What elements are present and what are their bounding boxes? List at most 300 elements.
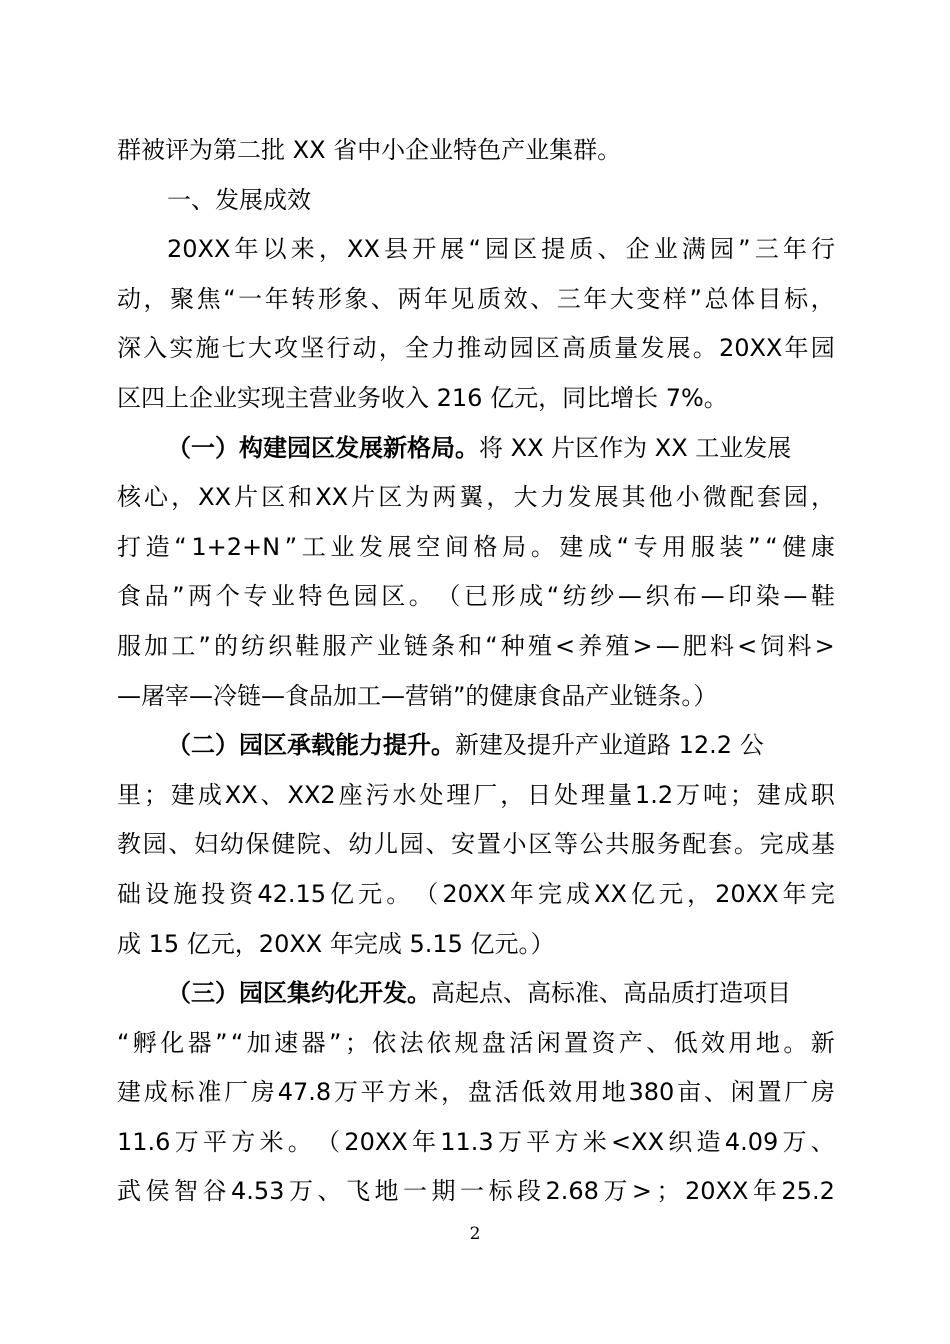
text-fragment: 为 [405, 483, 430, 512]
text-fragment: 1+2+N [191, 532, 281, 561]
text-fragment: 力 [431, 334, 456, 363]
text-fragment: 间 [444, 532, 469, 561]
text-fragment: 造 [696, 1127, 721, 1156]
text-fragment: “ [765, 532, 778, 561]
text-fragment: 总 [704, 284, 729, 313]
text-fragment: XX [347, 235, 380, 264]
paragraph-line [117, 870, 835, 920]
text-fragment: 安 [451, 830, 476, 859]
text-fragment: 闲 [536, 1028, 561, 1057]
text-fragment: 一 [402, 1177, 427, 1206]
text-fragment: 建 [170, 780, 195, 809]
text-fragment: 11.3 [440, 1127, 494, 1156]
text-fragment: ” [172, 582, 185, 611]
text-fragment: 动 [483, 334, 508, 363]
text-fragment: ” [689, 284, 702, 313]
text-fragment: 谷 [202, 1177, 227, 1206]
text-fragment: 力 [540, 483, 565, 512]
text-fragment: 置 [476, 830, 501, 859]
text-fragment: 套 [708, 830, 733, 859]
text-fragment: 新 [810, 1028, 835, 1057]
text-fragment: 务 [656, 830, 681, 859]
text-fragment: 他 [648, 483, 673, 512]
text-fragment: 象 [344, 284, 369, 313]
text-fragment: “ [616, 532, 630, 561]
text-fragment: “ [230, 1028, 244, 1057]
text-fragment: 。 [783, 1028, 808, 1057]
text-fragment: ， [500, 780, 525, 809]
text-fragment: 380 [628, 1078, 675, 1107]
text-fragment: 年 [752, 1177, 777, 1206]
text-fragment: 织 [645, 582, 670, 611]
text-fragment: 展 [440, 235, 465, 264]
paragraph-line [117, 424, 835, 474]
text-fragment: ； [143, 780, 168, 809]
text-fragment: ， [687, 879, 712, 908]
text-fragment: 万 [782, 1127, 807, 1156]
text-fragment: 亿 [330, 879, 355, 908]
text-fragment: 两 [397, 284, 422, 313]
text-fragment: 业 [376, 631, 401, 660]
paragraph-line [117, 820, 835, 870]
text-fragment: ” [215, 1028, 228, 1057]
text-fragment: 印 [728, 582, 753, 611]
text-fragment: 区 [381, 582, 406, 611]
text-fragment: 。 [287, 1127, 312, 1156]
text-fragment: 和 [458, 631, 483, 660]
text-fragment: 园 [399, 830, 424, 859]
text-fragment: ， [378, 334, 403, 363]
paragraph-text: 高起点、高标准、高品质打造项目 [431, 979, 791, 1008]
text-fragment: 依 [427, 1028, 452, 1057]
text-fragment: 低 [521, 1078, 546, 1107]
text-fragment: 日 [527, 780, 552, 809]
text-fragment: 品 [144, 582, 169, 611]
text-fragment: 方 [387, 1078, 412, 1107]
paragraph-line [117, 721, 835, 771]
text-fragment: 造 [145, 532, 170, 561]
text-fragment: 成 [565, 879, 590, 908]
paragraph-line: 区四上企业实现主营业务收入 216 亿元，同比增长 7%。 [117, 383, 728, 412]
text-fragment: ， [486, 483, 511, 512]
text-fragment: 工 [301, 532, 326, 561]
text-fragment: 效 [503, 284, 528, 313]
text-fragment: 饲 [760, 631, 785, 660]
paragraph-line [117, 225, 835, 275]
paragraph-line [117, 473, 835, 523]
text-fragment: 纺 [562, 582, 587, 611]
text-fragment: 纱 [590, 582, 615, 611]
text-fragment: 格 [473, 532, 498, 561]
paragraph-line [117, 969, 835, 1019]
text-fragment: 园 [783, 483, 808, 512]
text-fragment: 20XX [167, 235, 231, 264]
text-fragment: 展 [594, 483, 619, 512]
text-fragment: 儿 [374, 830, 399, 859]
text-fragment: 心 [144, 483, 169, 512]
text-fragment: 孵 [132, 1028, 157, 1057]
text-fragment: 局 [502, 532, 527, 561]
text-fragment: 依 [372, 1028, 397, 1057]
text-fragment: 地 [374, 1177, 399, 1206]
text-fragment: 水 [392, 780, 417, 809]
text-fragment: 行 [326, 334, 351, 363]
text-fragment: 里 [117, 780, 141, 809]
text-fragment: 布 [673, 582, 698, 611]
text-fragment: 闲 [730, 1078, 755, 1107]
text-fragment: 元 [659, 879, 684, 908]
text-fragment: 链 [403, 631, 428, 660]
text-fragment: 、 [646, 1028, 671, 1057]
paragraph-line [117, 1019, 835, 1069]
text-fragment: 亿 [630, 879, 655, 908]
text-fragment: 形 [317, 284, 342, 313]
text-fragment: 健 [271, 830, 296, 859]
text-fragment: 推 [457, 334, 482, 363]
paragraph-line [117, 324, 835, 374]
text-fragment: — [655, 631, 680, 660]
text-fragment: “ [223, 284, 236, 313]
text-fragment: > [814, 631, 835, 660]
text-fragment: 料 [709, 631, 734, 660]
text-fragment: 。 [733, 830, 758, 859]
text-fragment: — [700, 582, 725, 611]
text-fragment: 满 [681, 235, 706, 264]
text-fragment: 康 [810, 532, 835, 561]
text-fragment: 行 [810, 235, 835, 264]
text-fragment: 、 [425, 830, 450, 859]
text-fragment: 标 [488, 1177, 513, 1206]
paragraph-line [117, 1167, 835, 1217]
text-fragment: 智 [174, 1177, 198, 1206]
text-fragment: > [631, 1177, 652, 1206]
text-fragment: XX2 [287, 780, 336, 809]
text-fragment: 个 [215, 582, 240, 611]
text-fragment: 发 [358, 532, 383, 561]
text-fragment: 置 [564, 1028, 589, 1057]
text-fragment: 处 [554, 780, 579, 809]
text-fragment: ” [198, 631, 211, 660]
text-fragment: ， [441, 1078, 466, 1107]
text-fragment: 纺 [241, 631, 266, 660]
text-fragment: — [783, 582, 808, 611]
text-fragment: 见 [450, 284, 475, 313]
text-fragment: ； [729, 780, 754, 809]
text-fragment: 幼 [219, 830, 244, 859]
text-fragment: 成 [785, 830, 810, 859]
text-fragment: 年 [782, 235, 807, 264]
text-fragment: 质 [588, 334, 613, 363]
text-fragment: 配 [729, 483, 754, 512]
text-fragment: 厂 [224, 1078, 249, 1107]
text-fragment: 盘 [467, 1078, 492, 1107]
text-fragment: 效 [701, 1028, 726, 1057]
section-heading: 一、发展成效 [167, 185, 311, 214]
text-fragment: 染 [755, 582, 780, 611]
text-fragment: 4.09 [724, 1127, 779, 1156]
text-fragment: 等 [553, 830, 578, 859]
subsection-heading: （二）园区承载能力提升。 [167, 731, 455, 760]
paragraph-line [117, 1118, 835, 1168]
text-fragment: 法 [399, 1028, 424, 1057]
text-fragment: 米 [414, 1078, 439, 1107]
text-fragment: 园 [142, 830, 167, 859]
text-fragment: 平 [360, 1078, 385, 1107]
text-fragment: 一 [459, 1177, 484, 1206]
text-fragment: ， [171, 483, 196, 512]
text-fragment: 完 [810, 879, 835, 908]
text-fragment: 大 [609, 284, 634, 313]
text-fragment: 置 [757, 1078, 782, 1107]
text-fragment: 打 [117, 532, 141, 561]
text-fragment: XX [315, 483, 349, 512]
text-fragment: 米 [259, 1127, 284, 1156]
text-fragment: 提 [541, 235, 566, 264]
text-fragment: 幼 [348, 830, 373, 859]
text-fragment: 目 [757, 284, 782, 313]
paragraph-line: 群被评为第二批 XX 省中小企业特色产业集群。 [117, 136, 622, 164]
text-fragment: 、 [530, 284, 555, 313]
text-fragment: 量 [614, 334, 639, 363]
text-fragment: 建 [117, 1078, 141, 1107]
text-fragment: 业 [270, 582, 295, 611]
text-fragment: 条 [430, 631, 455, 660]
text-fragment: 产 [618, 1028, 643, 1057]
text-fragment: 开 [412, 235, 437, 264]
text-fragment: 资 [591, 1028, 616, 1057]
text-fragment: 。 [408, 582, 433, 611]
text-fragment: < [555, 631, 576, 660]
text-fragment: 加 [246, 1028, 271, 1057]
text-fragment: 期 [431, 1177, 456, 1206]
text-fragment: 米 [582, 1127, 607, 1156]
text-fragment: 动 [352, 334, 377, 363]
text-fragment: 1.2 [634, 780, 674, 809]
text-fragment: 活 [494, 1078, 519, 1107]
text-fragment: 殖 [605, 631, 630, 660]
paragraph-line [117, 572, 835, 622]
text-fragment: “ [546, 582, 560, 611]
text-fragment: 园 [485, 235, 509, 264]
text-fragment: 量 [607, 780, 632, 809]
text-fragment: 用 [728, 1028, 753, 1057]
text-fragment: 业 [653, 235, 678, 264]
text-fragment: 、 [317, 1177, 342, 1206]
text-fragment: 大 [247, 334, 272, 363]
text-fragment: ” [748, 532, 761, 561]
text-fragment: 鞋 [810, 582, 835, 611]
text-fragment: 房 [811, 1078, 835, 1107]
text-fragment: 武 [117, 1177, 141, 1206]
text-fragment: 房 [250, 1078, 275, 1107]
paragraph-line: —屠宰—冷链—食品加工—营销”的健康食品产业链条。） [117, 681, 718, 710]
text-fragment: 展 [666, 334, 691, 363]
text-fragment: 大 [513, 483, 538, 512]
text-fragment: 产 [349, 631, 374, 660]
text-fragment: 万 [603, 1177, 628, 1206]
text-fragment: 42.15 [257, 879, 327, 908]
text-fragment: ， [810, 284, 835, 313]
text-fragment: 攻 [274, 334, 299, 363]
text-fragment: 发 [567, 483, 592, 512]
text-fragment: 盘 [481, 1028, 506, 1057]
text-fragment: 万 [288, 1177, 313, 1206]
text-fragment: 配 [682, 830, 707, 859]
text-fragment: 的 [213, 631, 238, 660]
text-fragment: （ [316, 1127, 341, 1156]
paragraph-line [117, 275, 835, 325]
text-fragment: 发 [640, 334, 665, 363]
text-fragment: 标 [784, 284, 809, 313]
text-fragment: 低 [673, 1028, 698, 1057]
text-fragment: 种 [500, 631, 525, 660]
text-fragment: 平 [526, 1127, 551, 1156]
text-fragment: 方 [231, 1127, 256, 1156]
text-fragment: 养 [578, 631, 603, 660]
text-fragment: 深 [117, 334, 141, 363]
text-fragment: 院 [296, 830, 321, 859]
text-fragment: 、 [370, 284, 395, 313]
text-fragment: 万 [497, 1127, 522, 1156]
text-fragment: 年 [411, 1127, 436, 1156]
text-fragment: 年 [509, 879, 534, 908]
text-fragment: 。 [530, 532, 555, 561]
text-fragment: 微 [702, 483, 727, 512]
text-fragment: 套 [756, 483, 781, 512]
text-fragment: 万 [333, 1078, 358, 1107]
text-fragment: 座 [338, 780, 363, 809]
text-fragment: 小 [502, 830, 527, 859]
text-fragment: 。 [692, 334, 717, 363]
text-fragment: 年 [234, 235, 259, 264]
text-fragment: 体 [731, 284, 755, 313]
text-fragment: 20XX [684, 1177, 749, 1206]
text-fragment: 服 [117, 631, 141, 660]
text-fragment: 工 [171, 631, 196, 660]
text-fragment: 成 [519, 582, 544, 611]
text-fragment: 织 [668, 1127, 693, 1156]
text-fragment: 妇 [194, 830, 219, 859]
text-fragment: — [617, 582, 642, 611]
text-fragment: 片 [351, 483, 376, 512]
text-fragment: 园 [710, 235, 734, 264]
text-fragment: 高 [561, 334, 586, 363]
text-fragment: 县 [384, 235, 409, 264]
text-fragment: 片 [234, 483, 259, 512]
text-fragment: 年 [784, 334, 809, 363]
text-fragment: 教 [117, 830, 141, 859]
text-fragment: 展 [387, 532, 412, 561]
text-fragment: 服 [690, 532, 715, 561]
text-fragment: 年 [782, 879, 807, 908]
text-fragment: ” [284, 532, 298, 561]
text-fragment: 年 [583, 284, 608, 313]
text-fragment: “ [485, 631, 498, 660]
text-fragment: 两 [188, 582, 213, 611]
text-fragment: “ [117, 1028, 130, 1057]
text-fragment: ； [344, 1028, 369, 1057]
text-fragment: 来 [290, 235, 315, 264]
text-fragment: 区 [535, 334, 560, 363]
text-fragment: 两 [432, 483, 457, 512]
text-fragment: 成 [197, 780, 222, 809]
text-fragment: 厂 [784, 1078, 809, 1107]
text-fragment: 亩 [677, 1078, 702, 1107]
text-fragment: 三 [556, 284, 581, 313]
text-fragment: 投 [201, 879, 226, 908]
text-fragment: 效 [548, 1078, 573, 1107]
text-fragment: 年 [424, 284, 448, 313]
text-fragment: 施 [195, 334, 220, 363]
text-fragment: 小 [675, 483, 700, 512]
text-fragment: 建 [756, 780, 781, 809]
text-fragment: 共 [605, 830, 630, 859]
text-fragment: 转 [291, 284, 316, 313]
text-fragment: 园 [509, 334, 534, 363]
subsection-heading: （三）园区集约化开发。 [167, 979, 431, 1008]
text-fragment: ， [318, 235, 343, 264]
text-fragment: “ [468, 235, 481, 264]
text-fragment: 器 [187, 1028, 212, 1057]
text-fragment: < [737, 631, 758, 660]
text-fragment: 11.6 [117, 1127, 171, 1156]
text-fragment: 企 [625, 235, 650, 264]
text-fragment: 成 [587, 532, 612, 561]
text-fragment: 动 [117, 284, 141, 313]
text-fragment: XX [224, 780, 258, 809]
text-fragment: 基 [810, 830, 835, 859]
text-fragment: 加 [144, 631, 169, 660]
text-fragment: <XX [611, 1127, 665, 1156]
text-fragment: ， [143, 284, 168, 313]
paragraph-line [117, 771, 835, 821]
text-fragment: 织 [268, 631, 293, 660]
text-fragment: 厂 [473, 780, 498, 809]
text-fragment: 建 [559, 532, 584, 561]
text-fragment: 核 [117, 483, 141, 512]
text-fragment: 入 [143, 334, 168, 363]
text-fragment: XX [198, 483, 232, 512]
text-fragment: 4.53 [231, 1177, 285, 1206]
text-fragment: 47.8 [277, 1078, 332, 1107]
text-fragment: 、 [810, 1127, 835, 1156]
text-fragment: 区 [513, 235, 538, 264]
text-fragment: 20XX [442, 879, 506, 908]
text-fragment: 施 [173, 879, 198, 908]
text-fragment: 形 [491, 582, 516, 611]
text-fragment: 样 [662, 284, 687, 313]
text-fragment: 完 [537, 879, 562, 908]
document-body [117, 126, 835, 1217]
paragraph-line: 成 15 亿元，20XX 年完成 5.15 亿元。） [117, 929, 555, 958]
text-fragment: 器 [301, 1028, 326, 1057]
text-fragment: 料 [787, 631, 812, 660]
text-fragment: 空 [416, 532, 441, 561]
text-fragment: 、 [597, 235, 622, 264]
text-fragment: 方 [554, 1127, 579, 1156]
text-fragment: 污 [365, 780, 390, 809]
text-fragment: 装 [719, 532, 744, 561]
text-fragment: “ [174, 532, 187, 561]
text-fragment: 设 [145, 879, 170, 908]
text-fragment: 成 [783, 780, 808, 809]
text-fragment: 区 [261, 483, 286, 512]
text-fragment: 25.2 [781, 1177, 835, 1206]
text-fragment: （ [436, 582, 461, 611]
text-fragment: 已 [463, 582, 488, 611]
text-fragment: 20XX [344, 1127, 408, 1156]
text-fragment: 质 [477, 284, 502, 313]
